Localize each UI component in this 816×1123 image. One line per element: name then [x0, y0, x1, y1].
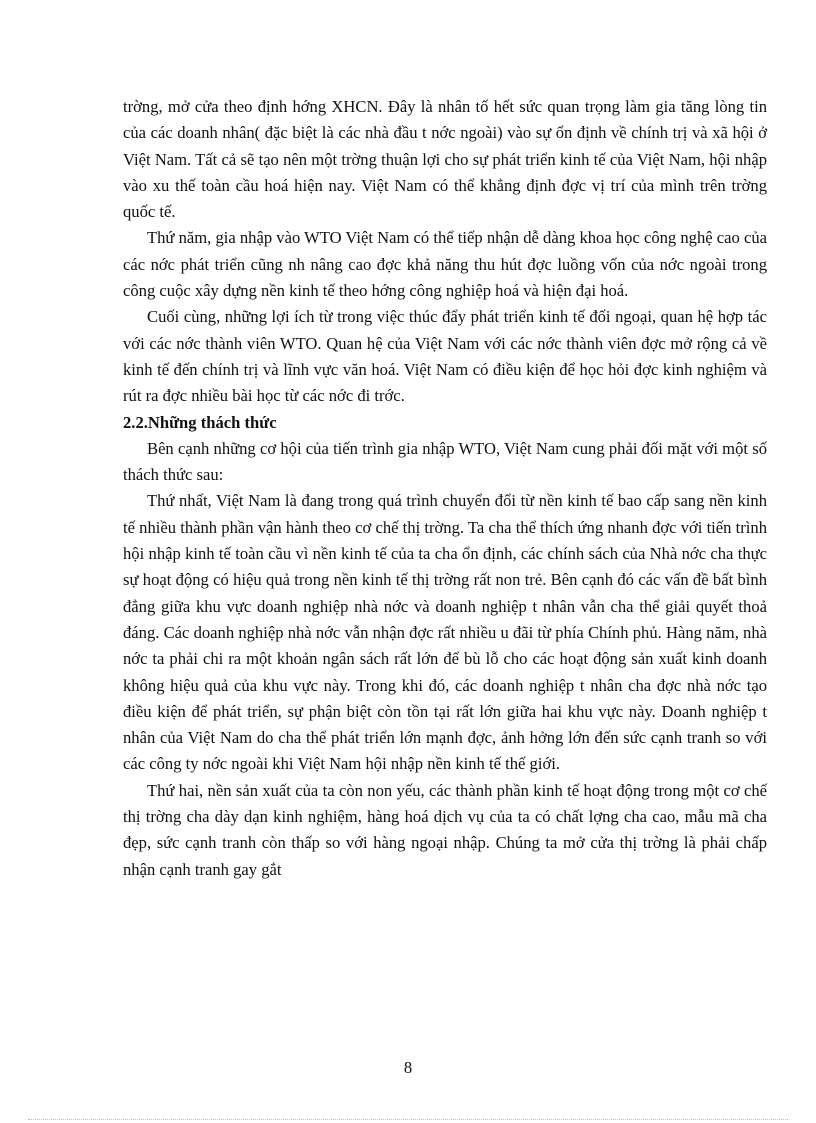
- paragraph: trờng, mở cửa theo định hớng XHCN. Đây là nhân tố hết sức quan trọng làm gia tăng lòng tin của các doanh nhân( đặc biệt là các nhà đầu t nớc ngoài) vào sự ổn định về chính trị và xã hội ở Việt Nam. Tất cả sẽ tạo nên một trờng thuận lợi cho sự phát triển kinh tế của Việt Nam, hội nhập vào xu thế toàn cầu hoá hiện nay. Việt Nam có thể khẳng định đợc vị trí của mình trên trờng quốc tế.: [123, 97, 767, 222]
- page-number: 8: [403, 1058, 413, 1077]
- paragraph: Thứ hai, nền sản xuất của ta còn non yếu, các thành phần kinh tế hoạt động trong một cơ chế thị trờng cha dày dạn kinh nghiệm, hàng hoá dịch vụ của ta có chất lợng cha cao, mẫu mã cha đẹp, sức cạnh tranh còn thấp so với hàng ngoại nhập. Chúng ta mở cửa thị trờng là phải chấp nhận cạnh tranh gay gắt: [123, 780, 767, 879]
- page-divider: [28, 1119, 788, 1120]
- paragraph: Thứ nhất, Việt Nam là đang trong quá trình chuyển đổi từ nền kinh tế bao cấp sang nền kinh tế nhiều thành phần vận hành theo cơ chế thị trờng. Ta cha thể thích ứng nhanh đợc với tiến trình hội nhập kinh tế toàn cầu vì nền kinh tế của ta cha ổn định, các chính sách của Nhà nớc cha thực sự hoạt động có hiệu quả trong nền kinh tế thị trờng rất non trẻ. Bên cạnh đó các vấn đề bất bình đẳng giữa khu vực doanh nghiệp nhà nớc và doanh nghiệp t nhân vẫn cha thể giải quyết thoả đáng. Các doanh nghiệp nhà nớc vẫn nhận đợc rất nhiều u đãi từ phía Chính phủ. Hàng năm, nhà nớc ta phải chi ra một khoản ngân sách rất lớn để bù lỗ cho các hoạt động sản xuất kinh doanh không hiệu quả của khu vực này. Trong khi đó, các doanh nghiệp t nhân cha đợc nhà nớc tạo điều kiện để phát triển, sự phận biệt còn tồn tại rất lớn giữa hai khu vực này. Doanh nghiệp t nhân của Việt Nam do cha thể phát triển lớn mạnh đợc, ảnh hởng lớn đến sức cạnh tranh so với các công ty nớc ngoài khi Việt Nam hội nhập nền kinh tế thế giới.: [123, 491, 767, 774]
- paragraph: Thứ năm, gia nhập vào WTO Việt Nam có thể tiếp nhận dễ dàng khoa học công nghệ cao của các nớc phát triển cũng nh nâng cao đợc khả năng thu hút đợc luồng vốn của nớc ngoài trong công cuộc xây dựng nền kinh tế theo hớng công nghiệp hoá và hiện đại hoá.: [123, 228, 767, 301]
- section-heading: 2.2.Những thách thức: [123, 412, 277, 432]
- body-text: [123, 94, 767, 883]
- paragraph: Bên cạnh những cơ hội của tiến trình gia nhập WTO, Việt Nam cung phải đối mặt với một số thách thức sau:: [123, 438, 767, 485]
- paragraph: Cuối cùng, những lợi ích từ trong việc thúc đẩy phát triển kinh tế đối ngoại, quan hệ hợp tác với các nớc thành viên WTO. Quan hệ của Việt Nam với các nớc thành viên đợc mở rộng cả về kinh tế đến chính trị và lĩnh vực văn hoá. Việt Nam có điều kiện để học hỏi đợc kinh nghiệm và rút ra đợc nhiều bài học từ các nớc đi trớc.: [123, 307, 767, 406]
